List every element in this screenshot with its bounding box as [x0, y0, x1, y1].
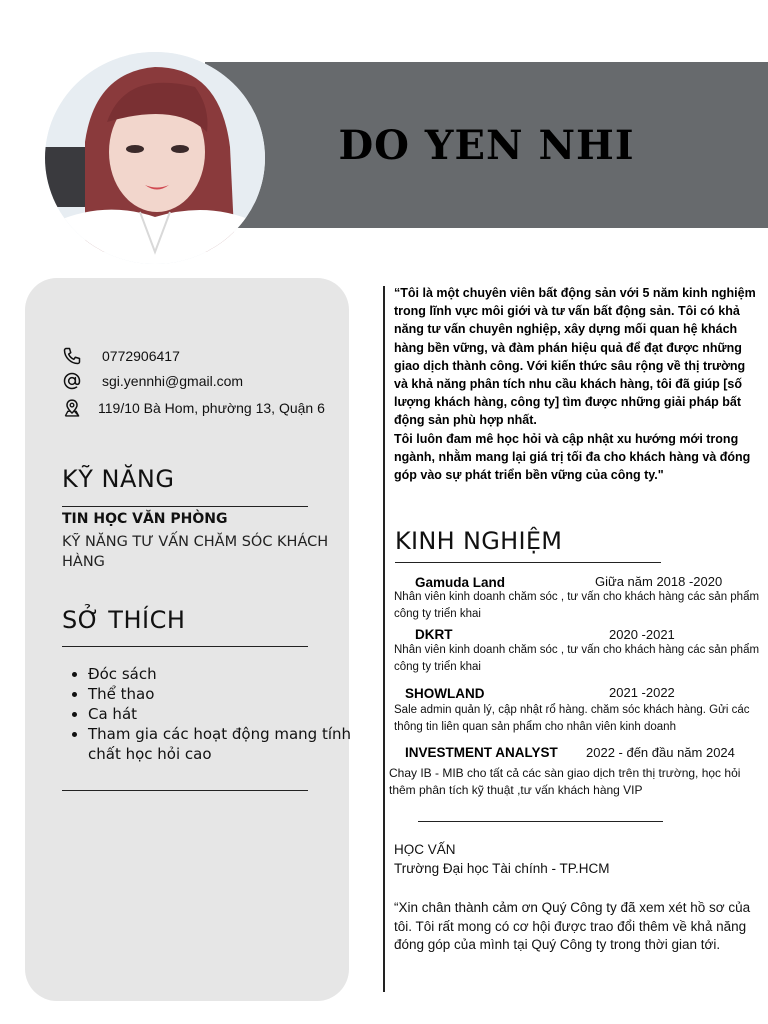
- hobby-item: • Thể thao: [88, 684, 368, 704]
- education-rule: [418, 821, 663, 822]
- sidebar-bottom-rule: [62, 790, 308, 791]
- contact-email-row: [62, 370, 243, 392]
- education-label: HỌC VẤN: [394, 842, 456, 857]
- hobbies-heading: SỞ THÍCH: [62, 606, 186, 634]
- hobby-item: • Tham gia các hoạt động mang tính chất học hỏi cao: [88, 724, 368, 764]
- experience-heading: KINH NGHIỆM: [395, 527, 563, 555]
- job-description: Nhân viên kinh doanh chăm sóc , tư vấn cho khách hàng các sản phẩm công ty triển khai: [394, 644, 760, 673]
- hobby-item: • Đóc sách: [88, 664, 368, 684]
- hobbies-rule: [62, 646, 308, 647]
- contact-phone-row: [62, 345, 180, 367]
- skills-rule: [62, 506, 308, 507]
- experience-rule: [395, 562, 661, 563]
- job-period: 2022 - đến đầu năm 2024: [586, 745, 735, 760]
- job-description: Nhân viên kinh doanh chăm sóc , tư vấn cho khách hàng các sản phẩm công ty triển khai: [394, 591, 760, 620]
- hobby-item: • Ca hát: [88, 704, 368, 724]
- location-pin-icon: [62, 398, 82, 418]
- intro-statement: “Tôi là một chuyên viên bất động sản với 5 năm kinh nghiệm trong lĩnh vực môi giới và tư vấn bất động sản. Tôi có khả năng tư vấn chuyên nghiệp, xây dựng mối quan hệ khách hàng bền vững, và đàm phán hiệu quả để đạt được những giao dịch thành công. Với kiến thức sâu rộng về thị trường và khả năng phân tích nhu cầu khách hàng, tôi đã giúp [số lượng khách hàng, công ty] tìm được những giải pháp bất động sản phù hợp nhất. Tôi luôn đam mê học hỏi và cập nhật xu hướng mới trong ngành, nhằm mang lại giá trị tối đa cho khách hàng và đóng góp vào sự phát triển bền vững của công ty.": [394, 286, 756, 483]
- education-school: Trường Đại học Tài chính - TP.HCM: [394, 861, 610, 876]
- home-address: 119/10 Bà Hom, phường 13, Quận 6: [98, 400, 325, 416]
- job-description: Chay IB - MIB cho tất cả các sàn giao dịch trên thị trường, học hỏi thêm phân tích kỹ thuật ,tư vấn khách hàng VIP: [389, 766, 741, 797]
- job-description: Sale admin quản lý, cập nhật rổ hàng. chăm sóc khách hàng. Gửi các thông tin liên quan sản phẩm cho nhân viên kinh doanh: [394, 704, 750, 733]
- job-company: Gamuda Land: [415, 575, 506, 590]
- skill-item: KỸ NĂNG TƯ VẤN CHĂM SÓC KHÁCH HÀNG: [62, 534, 329, 570]
- hobbies-list: [70, 664, 368, 764]
- job-period: 2020 -2021: [609, 627, 675, 642]
- candidate-name: DO YEN NHI: [338, 121, 635, 169]
- profile-photo: [45, 52, 265, 264]
- job-period: Giữa năm 2018 -2020: [595, 574, 723, 589]
- column-divider: [383, 286, 385, 992]
- phone-icon: [62, 346, 82, 366]
- at-sign-icon: [62, 371, 82, 391]
- closing-statement: “Xin chân thành cảm ơn Quý Công ty đã xem xét hồ sơ của tôi. Tôi rất mong có cơ hội được trao đổi thêm về khả năng đóng góp của mình tại Quý Công ty trong thời gian tới.: [394, 900, 751, 952]
- job-company: DKRT: [415, 627, 453, 642]
- email-address: sgi.yennhi@gmail.com: [102, 373, 244, 389]
- skill-item: TIN HỌC VĂN PHÒNG: [62, 511, 228, 527]
- skills-heading: KỸ NĂNG: [62, 465, 175, 493]
- job-period: 2021 -2022: [609, 685, 675, 700]
- job-company: INVESTMENT ANALYST: [405, 745, 558, 760]
- contact-address-row: [62, 397, 325, 419]
- phone-number: 0772906417: [102, 348, 180, 364]
- job-company: SHOWLAND: [405, 686, 485, 701]
